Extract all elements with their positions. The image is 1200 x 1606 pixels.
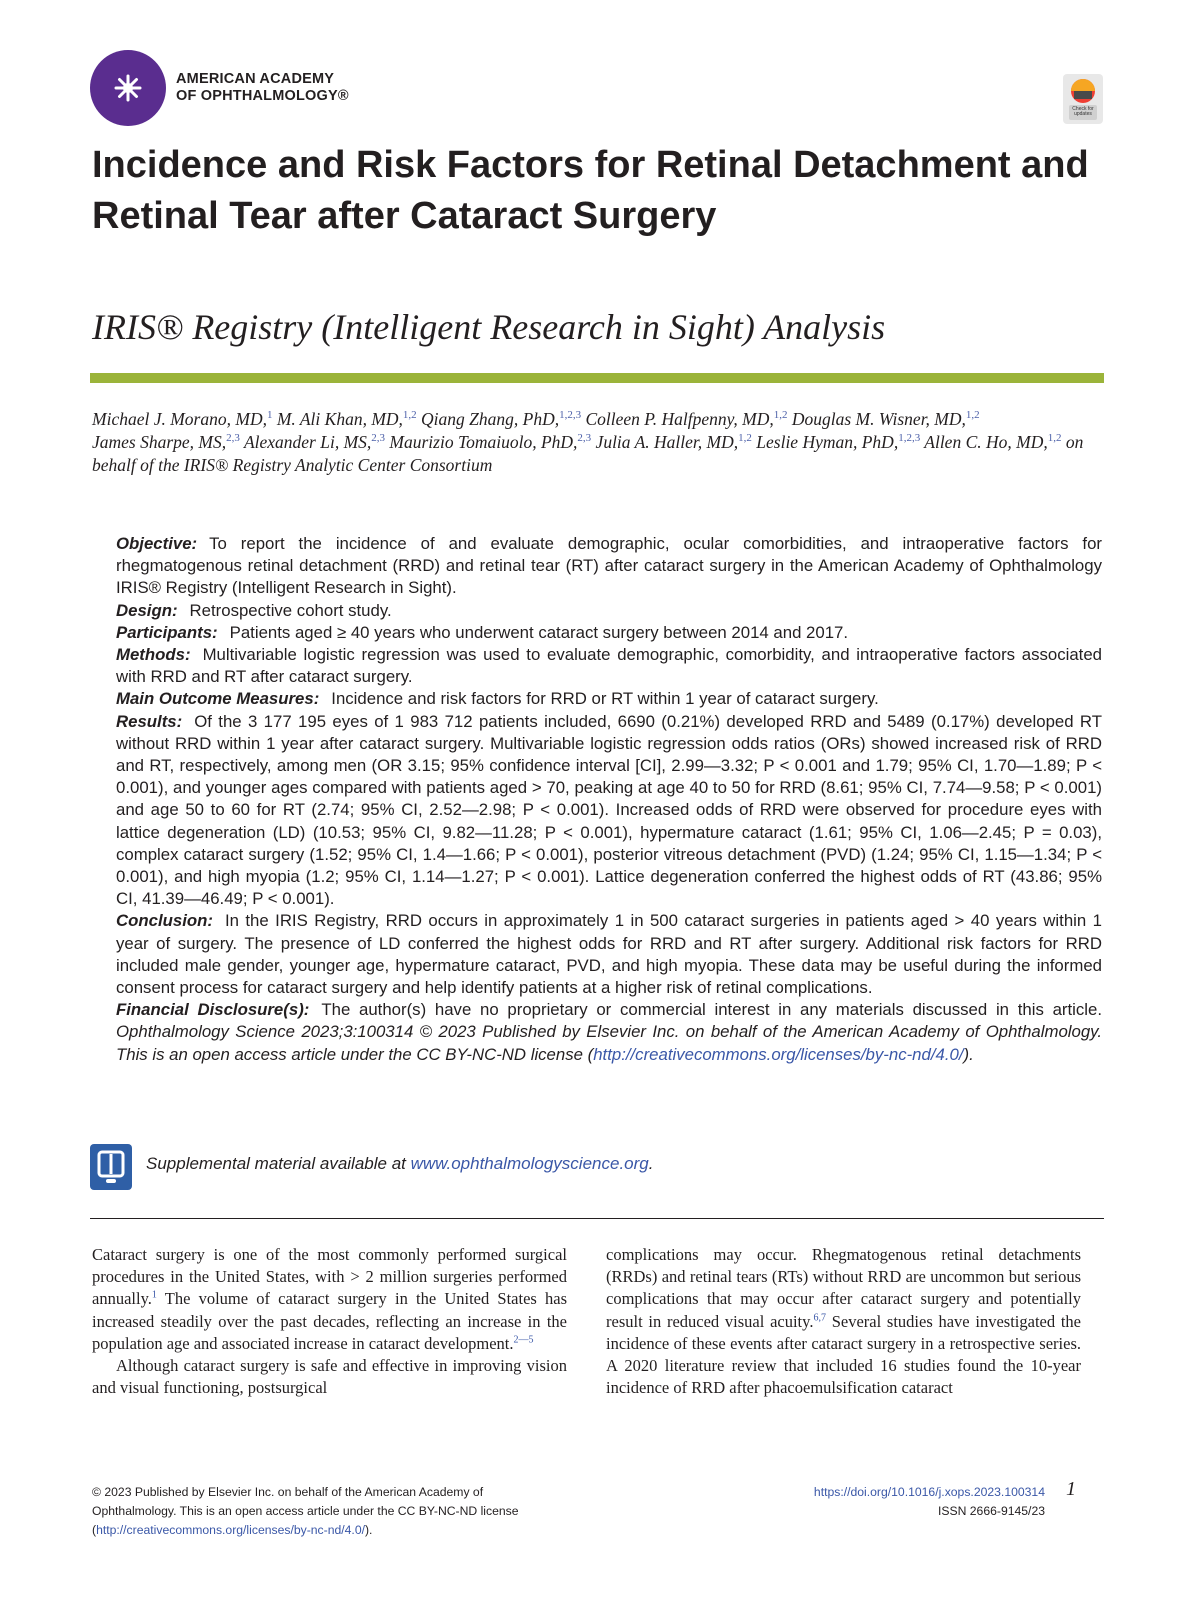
section-label: Results: — [116, 711, 183, 731]
section-label: Conclusion: — [116, 911, 213, 931]
citation: Ophthalmology Science 2023;3:100314 © 2023 Published by Elsevier Inc. on behalf of the American Academy of Ophthalmology. This is an open access article under the CC BY-NC-ND license ( — [116, 1022, 1102, 1064]
abstract-results: Results: Of the 3 177 195 eyes of 1 983 712 patients included, 6690 (0.21%) developed RRD and 5489 (0.17%) developed RT without RRD within 1 year after cataract surgery. Multivariable logistic regression odds ratios (ORs) showed increased risk of RRD and RT, respectively, among men (OR 3.15; 95% confidence interval [CI], 2.99—3.32; P < 0.001 and 1.79; 95% CI, 1.70—1.89; P < 0.001), and younger ages compared with patients aged > 70, peaking at age 40 to 50 for RRD (8.61; 95% CI, 7.74—9.58; P < 0.001) and age 50 to 60 for RT (2.74; 95% CI, 2.52—2.98; P < 0.001). Increased odds of RRD were observed for procedure eyes with lattice degeneration (LD) (10.53; 95% CI, 9.82—11.28; P < 0.001), hypermature cataract (1.61; 95% CI, 1.06—2.45; P = 0.03), complex cataract surgery (1.52; 95% CI, 1.4—1.66; P < 0.001), posterior vitreous detachment (PVD) (1.24; 95% CI, 1.15—1.34; P < 0.001), and high myopia (1.2; 95% CI, 1.14—1.27; P < 0.001). Lattice degeneration conferred the highest odds of RT (43.86; 95% CI, 41.39—46.49; P < 0.001). — [116, 711, 1102, 909]
author: M. Ali Khan, MD,$^{1,2}$ — [276, 409, 417, 429]
aao-logo — [90, 50, 166, 126]
section-label: Financial Disclosure(s): — [116, 1000, 310, 1020]
org-name-line2: OF OPHTHALMOLOGY® — [176, 88, 349, 104]
footer-copyright: © 2023 Published by Elsevier Inc. on behalf of the American Academy of Ophthalmology. This is an open access article under the CC BY-NC-ND license (http://creativecommons.org/licenses/by-nc-nd/4.0/). — [92, 1485, 519, 1537]
book-icon — [90, 1144, 132, 1190]
section-label: Design: — [116, 600, 178, 620]
reference-link[interactable]: 1 — [151, 1289, 157, 1301]
license-link[interactable]: http://creativecommons.org/licenses/by-nc-nd/4.0/ — [593, 1044, 964, 1064]
abstract-conclusion: Conclusion: In the IRIS Registry, RRD occurs in approximately 1 in 500 cataract surgeries in patients aged > 40 years within 1 year of surgery. The presence of LD conferred the highest odds for RRD and RT after surgery. Additional risk factors for RRD included male gender, younger age, hypermature cataract, PVD, and high myopia. These data may be useful during the informed consent process for cataract surgery and help identify patients at a higher risk of retinal complications. — [116, 911, 1102, 998]
affiliation-ref[interactable]: 2,3 — [226, 432, 240, 445]
reference-link[interactable]: 6,7 — [813, 1312, 826, 1324]
author: Leslie Hyman, PhD,$^{1,2,3}$ — [756, 432, 921, 452]
body-column-right — [606, 1244, 1081, 1399]
author: Allen C. Ho, MD,$^{1,2}$ — [924, 432, 1062, 452]
crossmark-label: Check for updates — [1072, 106, 1094, 117]
authors-consortium: on behalf of the IRIS® Registry Analytic Center Consortium — [92, 432, 1084, 475]
abstract-disclosure: Financial Disclosure(s): The author(s) have no proprietary or commercial interest in any materials discussed in this article. Ophthalmology Science 2023;3:100314 © 2023 Published by Elsevier Inc. on behalf of the American Academy of Ophthalmology. This is an open access article under the CC BY-NC-ND license (http://creativecommons.org/licenses/by-nc-nd/4.0/). — [116, 1000, 1102, 1064]
author: Maurizio Tomaiuolo, PhD,$^{2,3}$ — [389, 432, 592, 452]
affiliation-ref[interactable]: 2,3 — [577, 432, 592, 445]
footer-license-link[interactable]: http://creativecommons.org/licenses/by-nc-nd/4.0/ — [96, 1523, 365, 1537]
affiliation-ref[interactable]: 1,2,3 — [559, 409, 582, 422]
affiliation-ref[interactable]: 1 — [266, 409, 273, 422]
page-number: 1 — [1066, 1478, 1076, 1500]
author: Qiang Zhang, PhD,$^{1,2,3}$ — [421, 409, 582, 429]
reference-link[interactable]: 2—5 — [513, 1334, 534, 1346]
body-paragraph: Although cataract surgery is safe and effective in improving vision and visual functioning, postsurgical — [92, 1356, 567, 1398]
author: Michael J. Morano, MD,$^1$ — [92, 409, 273, 429]
organization-name — [176, 71, 349, 105]
article-title: Incidence and Risk Factors for Retinal Detachment and Retinal Tear after Cataract Surgery — [92, 144, 1089, 237]
body-paragraph: Cataract surgery is one of the most commonly performed surgical procedures in the United States, with > 2 million surgeries performed annually.$^1$ The volume of cataract surgery in the United States has increased steadily over the past decades, reflecting an increase in the population age and associated increase in cataract development.$^{2—5}$ — [92, 1245, 567, 1353]
affiliation-ref[interactable]: 1,2 — [402, 409, 417, 422]
org-name-line1: AMERICAN ACADEMY — [176, 71, 335, 87]
section-label: Objective: — [116, 534, 198, 553]
article-subtitle: IRIS® Registry (Intelligent Research in Sight) Analysis — [92, 307, 886, 347]
doi-link[interactable]: https://doi.org/10.1016/j.xops.2023.100314 — [813, 1485, 1045, 1499]
supplemental-note: Supplemental material available at www.ophthalmologyscience.org. — [146, 1154, 654, 1173]
author: Alexander Li, MS,$^{2,3}$ — [243, 432, 386, 452]
title-rule — [90, 373, 1104, 383]
abstract — [92, 533, 1102, 1066]
abstract-design: Design: Retrospective cohort study. — [116, 600, 392, 620]
abstract-objective: Objective: To report the incidence of and evaluate demographic, ocular comorbidities, and intraoperative factors for rhegmatogenous retinal detachment (RRD) and retinal tear (RT) after cataract surgery in the American Academy of Ophthalmology IRIS® Registry (Intelligent Research in Sight). — [116, 534, 1102, 598]
affiliation-ref[interactable]: 2,3 — [371, 432, 386, 445]
author-list — [92, 408, 1102, 477]
section-label: Participants: — [116, 622, 218, 642]
author: Colleen P. Halfpenny, MD,$^{1,2}$ — [585, 409, 788, 429]
check-for-updates-button[interactable] — [1063, 74, 1103, 124]
section-label: Methods: — [116, 645, 191, 665]
body-column-left — [92, 1244, 567, 1399]
affiliation-ref[interactable]: 1,2 — [773, 409, 788, 422]
affiliation-ref[interactable]: 1,2,3 — [898, 432, 921, 445]
affiliation-ref[interactable]: 1,2 — [965, 409, 980, 422]
supplemental-icon — [90, 1144, 132, 1190]
abstract-methods: Methods: Multivariable logistic regression was used to evaluate demographic, comorbidity, and intraoperative factors associated with RRD and RT after cataract surgery. — [116, 645, 1102, 687]
affiliation-ref[interactable]: 1,2 — [738, 432, 752, 445]
journal-website-link[interactable]: www.ophthalmologyscience.org — [410, 1154, 649, 1173]
abstract-participants: Participants: Patients aged ≥ 40 years who underwent cataract surgery between 2014 and 2017. — [116, 622, 849, 642]
issn: ISSN 2666-9145/23 — [937, 1504, 1045, 1518]
section-label: Main Outcome Measures: — [116, 689, 320, 709]
body-paragraph: complications may occur. Rhegmatogenous retinal detachments (RRDs) and retinal tears (RTs) without RRD are uncommon but serious complications that may occur after cataract surgery and potentially result in reduced visual acuity.$^{6,7}$ Several studies have investigated the incidence of these events after cataract surgery in a retrospective series. A 2020 literature review that included 16 studies found the 10-year incidence of RRD after phacoemulsification cataract — [606, 1245, 1081, 1398]
section-divider — [90, 1218, 1104, 1219]
affiliation-ref[interactable]: 1,2 — [1047, 432, 1062, 445]
abstract-outcome-measures: Main Outcome Measures: Incidence and risk factors for RRD or RT within 1 year of cataract surgery. — [116, 689, 879, 709]
author: Douglas M. Wisner, MD,$^{1,2}$ — [791, 409, 980, 429]
author: Julia A. Haller, MD,$^{1,2}$ — [595, 432, 752, 452]
star-burst-icon — [112, 72, 144, 104]
footer-identifiers — [700, 1483, 1045, 1521]
author: James Sharpe, MS,$^{2,3}$ — [92, 432, 240, 452]
